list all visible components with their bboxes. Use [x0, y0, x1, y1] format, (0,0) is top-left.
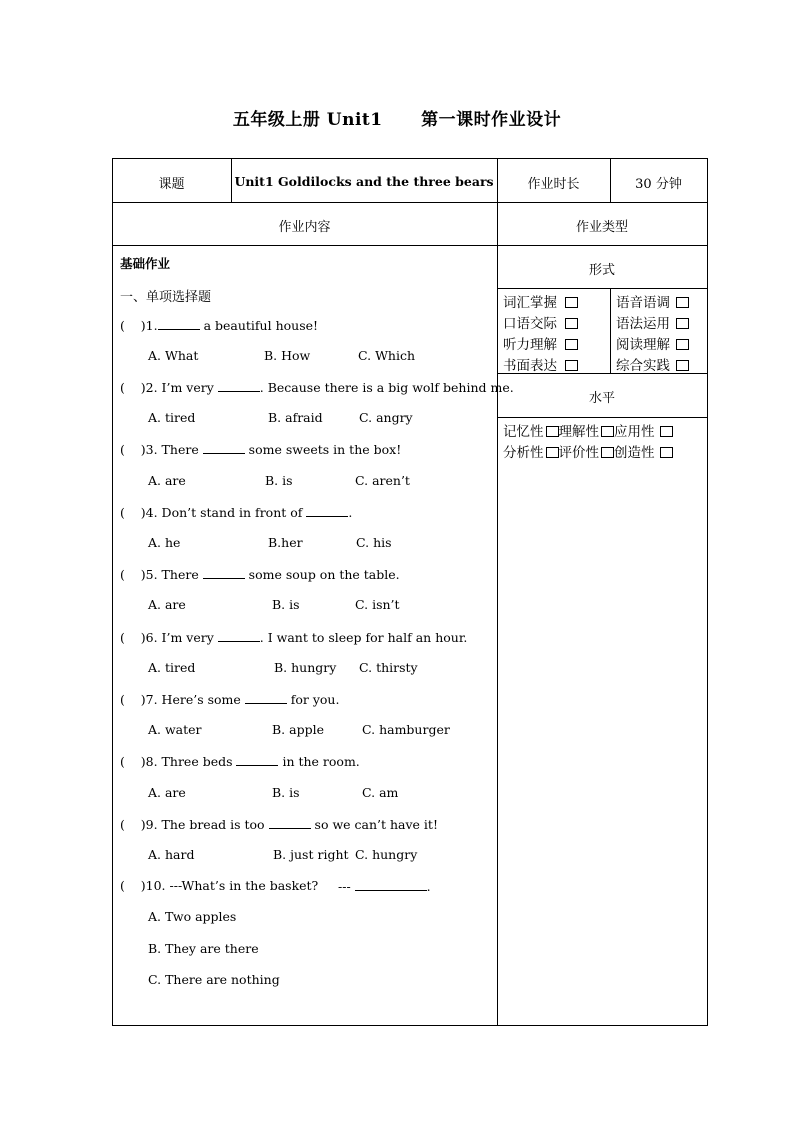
level-item: 应用性 — [614, 424, 655, 440]
answer-blank[interactable] — [236, 753, 278, 766]
option[interactable]: C. isn’t — [355, 597, 400, 612]
option[interactable]: B. afraid — [268, 410, 323, 425]
option[interactable]: B. is — [265, 473, 293, 488]
duration-label: 作业时长 — [527, 177, 580, 192]
option[interactable]: A. water — [148, 722, 202, 737]
topic-value: Unit1 Goldilocks and the three bears — [234, 174, 494, 189]
question-9: ( )9. The bread is too so we can’t have it! — [120, 817, 438, 832]
table-row-divider-2 — [112, 245, 708, 246]
option[interactable]: B. hungry — [274, 660, 337, 675]
form-item[interactable]: 口语交际 — [503, 312, 578, 332]
form-item[interactable]: 词汇掌握 — [503, 291, 578, 311]
form-item[interactable]: 阅读理解 — [616, 333, 689, 353]
option[interactable]: A. are — [148, 597, 186, 612]
question-3: ( )3. There some sweets in the box! — [120, 442, 402, 457]
checkbox-icon[interactable] — [601, 426, 614, 437]
option[interactable]: C. am — [362, 785, 399, 800]
option[interactable]: B.her — [268, 535, 303, 550]
form-header-divider — [497, 288, 708, 289]
option[interactable]: C. Which — [358, 348, 416, 363]
option[interactable]: A. hard — [148, 847, 195, 862]
checkbox-icon[interactable] — [676, 297, 689, 308]
form-item[interactable]: 语音语调 — [616, 291, 689, 311]
checkbox-icon[interactable] — [565, 339, 578, 350]
form-item[interactable]: 书面表达 — [503, 354, 578, 374]
table-row-divider-1 — [112, 202, 708, 203]
question-10-answer: --- . — [338, 879, 431, 894]
checkbox-icon[interactable] — [546, 447, 559, 458]
form-item[interactable]: 综合实践 — [616, 354, 689, 374]
form-item[interactable]: 听力理解 — [503, 333, 578, 353]
answer-blank[interactable] — [158, 317, 200, 330]
checkbox-icon[interactable] — [565, 360, 578, 371]
level-row-2 — [503, 441, 673, 461]
question-6: ( )6. I’m very . I want to sleep for half an hour. — [120, 630, 468, 645]
table-border-top — [112, 158, 708, 159]
answer-blank[interactable] — [218, 379, 260, 392]
option[interactable]: C. thirsty — [359, 660, 418, 675]
question-1: ( )1. a beautiful house! — [120, 318, 319, 333]
question-10: ( )10. ---What’s in the basket? — [120, 878, 319, 893]
option[interactable]: B. is — [272, 597, 300, 612]
option[interactable]: A. are — [148, 785, 186, 800]
table-border-bottom — [112, 1025, 708, 1026]
option[interactable]: B. is — [272, 785, 300, 800]
level-item: 分析性 — [503, 445, 544, 461]
option[interactable]: C. aren’t — [355, 473, 410, 488]
option[interactable]: B. apple — [272, 722, 324, 737]
level-item: 评价性 — [558, 445, 599, 461]
option[interactable]: A. tired — [148, 410, 196, 425]
option[interactable]: C. angry — [359, 410, 413, 425]
answer-blank[interactable] — [355, 878, 427, 891]
level-item: 记忆性 — [503, 424, 544, 440]
checkbox-icon[interactable] — [546, 426, 559, 437]
level-row-1 — [503, 420, 673, 440]
form-grid-divider — [610, 288, 611, 373]
level-item: 创造性 — [614, 445, 655, 461]
answer-blank[interactable] — [203, 566, 245, 579]
option[interactable]: C. his — [356, 535, 392, 550]
answer-blank[interactable] — [245, 691, 287, 704]
option[interactable]: C. hungry — [355, 847, 418, 862]
option[interactable]: B. They are there — [148, 941, 259, 956]
option[interactable]: A. Two apples — [148, 909, 237, 924]
duration-value: 30 分钟 — [635, 177, 682, 192]
content-header: 作业内容 — [278, 220, 331, 235]
checkbox-icon[interactable] — [660, 447, 673, 458]
answer-blank[interactable] — [269, 816, 311, 829]
question-4: ( )4. Don’t stand in front of . — [120, 505, 353, 520]
question-8: ( )8. Three beds in the room. — [120, 754, 360, 769]
checkbox-icon[interactable] — [676, 318, 689, 329]
form-header: 形式 — [588, 263, 615, 278]
question-7: ( )7. Here’s some for you. — [120, 692, 340, 707]
question-5: ( )5. There some soup on the table. — [120, 567, 400, 582]
checkbox-icon[interactable] — [660, 426, 673, 437]
checkbox-icon[interactable] — [676, 339, 689, 350]
section-choice: 一、单项选择题 — [120, 290, 212, 305]
option[interactable]: A. he — [148, 535, 181, 550]
section-basic: 基础作业 — [120, 256, 171, 271]
checkbox-icon[interactable] — [565, 318, 578, 329]
checkbox-icon[interactable] — [676, 360, 689, 371]
checkbox-icon[interactable] — [565, 297, 578, 308]
answer-blank[interactable] — [218, 629, 260, 642]
option[interactable]: A. are — [148, 473, 186, 488]
checkbox-icon[interactable] — [601, 447, 614, 458]
level-header: 水平 — [588, 391, 615, 406]
option[interactable]: C. There are nothing — [148, 972, 280, 987]
level-item: 理解性 — [558, 424, 599, 440]
option[interactable]: B. just right — [273, 847, 349, 862]
answer-blank[interactable] — [203, 441, 245, 454]
topic-label: 课题 — [158, 177, 185, 192]
option[interactable]: C. hamburger — [362, 722, 450, 737]
option[interactable]: A. tired — [148, 660, 196, 675]
form-item[interactable]: 语法运用 — [616, 312, 689, 332]
option[interactable]: A. What — [148, 348, 199, 363]
question-2: ( )2. I’m very . Because there is a big wolf behind me. — [120, 380, 514, 395]
option[interactable]: B. How — [264, 348, 311, 363]
table-border-left — [112, 158, 113, 1026]
page-title: 五年级上册 Unit1 第一课时作业设计 — [232, 110, 562, 130]
answer-blank[interactable] — [306, 504, 348, 517]
type-header: 作业类型 — [575, 220, 628, 235]
level-header-divider — [497, 417, 708, 418]
